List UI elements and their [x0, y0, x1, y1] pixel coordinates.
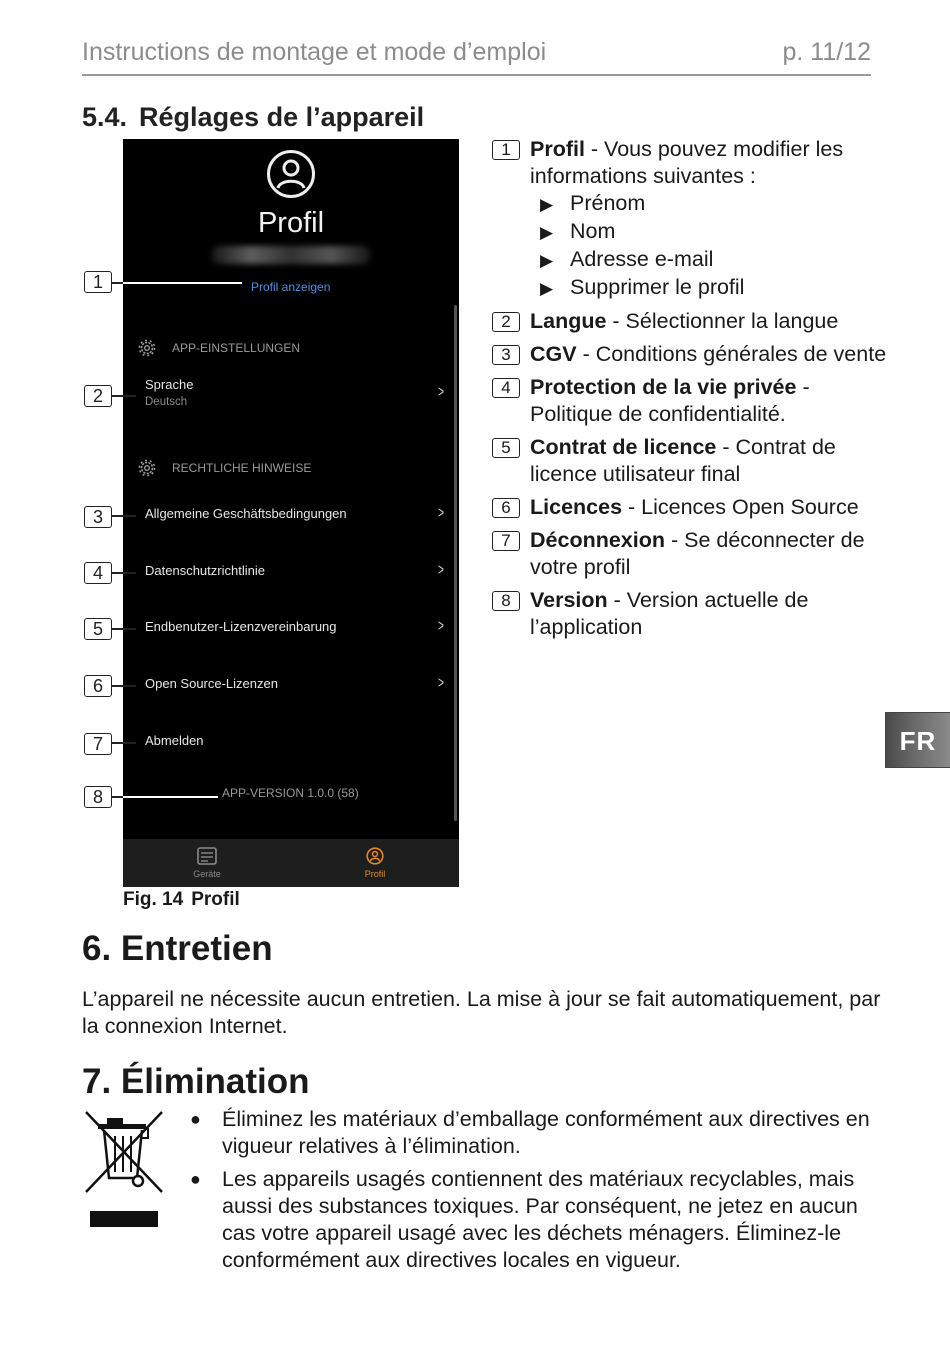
app-settings-label: APP-EINSTELLUNGEN: [172, 341, 301, 355]
legend-subitem: [540, 190, 892, 218]
callout-8: 8: [84, 786, 112, 808]
callout-line: [112, 395, 136, 397]
callout-line: [112, 282, 123, 284]
callout-line: [112, 572, 136, 574]
page-number: p. 11/12: [782, 38, 871, 66]
legend-term: Protection de la vie privée: [530, 375, 797, 399]
bullet-dot-icon: ●: [190, 1109, 201, 1129]
scrollbar[interactable]: [454, 305, 457, 821]
figure-title: Profil: [191, 889, 240, 910]
legend-desc: - Se déconnecter de votre profil: [530, 528, 865, 579]
callout-6: 6: [84, 675, 112, 697]
profile-icon: [366, 847, 384, 865]
legend-desc: - Politique de confidentialité.: [530, 375, 810, 426]
legend-term: Version: [530, 588, 608, 612]
legend-item: [492, 136, 892, 302]
legend-sublist: [530, 190, 892, 302]
callout-2: 2: [84, 385, 112, 407]
gear-icon: [138, 339, 156, 357]
triangle-bullet-icon: ▶: [540, 279, 554, 298]
menu-item-open-source[interactable]: Open Source-Lizenzen: [145, 676, 278, 691]
callout-line: [123, 796, 218, 798]
menu-item-terms[interactable]: Allgemeine Geschäftsbedingungen: [145, 506, 347, 521]
disposal-item: [188, 1106, 878, 1160]
tab-profile[interactable]: [325, 847, 425, 879]
legend-subitem: [540, 218, 892, 246]
callout-4: 4: [84, 562, 112, 584]
legend-number: 1: [492, 140, 520, 160]
language-item-label[interactable]: Sprache: [145, 377, 194, 392]
menu-item-privacy[interactable]: Datenschutzrichtlinie: [145, 563, 265, 578]
legend-number: 2: [492, 312, 520, 332]
legend-number: 5: [492, 438, 520, 458]
section-heading-7: 7. Élimination: [82, 1062, 310, 1101]
legend-desc: - Sélectionner la langue: [606, 309, 839, 333]
callout-line: [123, 282, 242, 284]
devices-icon: [197, 847, 217, 865]
tab-devices-label: Geräte: [193, 869, 221, 879]
legend-desc: - Version actuelle de l’application: [530, 588, 809, 639]
language-item-value: Deutsch: [145, 396, 188, 408]
legend-subitem: [540, 246, 892, 274]
legend-subitem-text: Prénom: [570, 191, 646, 215]
legend-number: 3: [492, 345, 520, 365]
section-number: 5.4.: [82, 102, 128, 132]
callout-1: 1: [84, 271, 112, 293]
legend-item: [492, 341, 892, 368]
legend-subitem-text: Nom: [570, 219, 616, 243]
figure-caption: [123, 889, 240, 911]
gear-icon: [138, 459, 156, 477]
bullet-dot-icon: ●: [190, 1169, 201, 1189]
triangle-bullet-icon: ▶: [540, 223, 554, 242]
app-screenshot: [123, 139, 459, 887]
callout-5: 5: [84, 618, 112, 640]
disposal-list: [188, 1106, 878, 1280]
legend-term: Licences: [530, 495, 623, 519]
callout-7: 7: [84, 733, 112, 755]
document-title: Instructions de montage et mode d’emploi: [82, 38, 547, 66]
legend-term: Contrat de licence: [530, 435, 717, 459]
maintenance-text: L’appareil ne nécessite aucun entretien. La mise à jour se fait automatiquement, par la connexion Internet.: [82, 987, 881, 1038]
menu-item-eula[interactable]: Endbenutzer-Lizenzvereinbarung: [145, 619, 337, 634]
section-heading-5-4: [82, 102, 424, 133]
legend-desc: - Licences Open Source: [622, 495, 859, 519]
legend-desc: - Conditions générales de vente: [576, 342, 887, 366]
app-settings-header: [138, 339, 300, 357]
legend-number: 4: [492, 378, 520, 398]
tab-devices[interactable]: [157, 847, 257, 879]
legend-item: [492, 434, 892, 488]
legend-list: [492, 136, 892, 647]
disposal-item-text: Éliminez les matériaux d’emballage conformément aux directives en vigueur relatives à l’élimination.: [222, 1107, 870, 1158]
callout-3: 3: [84, 506, 112, 528]
legend-number: 7: [492, 531, 520, 551]
language-tab: FR: [885, 712, 950, 768]
chevron-right-icon[interactable]: >: [437, 673, 444, 692]
app-version: APP-VERSION 1.0.0 (58): [222, 786, 359, 800]
legend-item: [492, 308, 892, 335]
tab-profile-label: Profil: [364, 869, 386, 879]
tab-bar: [123, 839, 459, 887]
legal-header: [138, 459, 311, 477]
show-profile-link[interactable]: Profil anzeigen: [251, 280, 331, 294]
legend-subitem-text: Supprimer le profil: [570, 275, 745, 299]
section-heading-6: 6. Entretien: [82, 929, 273, 968]
legal-label: RECHTLICHE HINWEISE: [172, 461, 312, 475]
legend-term: CGV: [530, 342, 577, 366]
disposal-item: [188, 1166, 878, 1274]
section-title: Réglages de l’appareil: [139, 102, 425, 132]
legend-item: [492, 374, 892, 428]
triangle-bullet-icon: ▶: [540, 251, 554, 270]
profile-title: Profil: [257, 207, 325, 239]
chevron-right-icon[interactable]: >: [437, 560, 444, 579]
legend-term: Profil: [530, 137, 585, 161]
legend-term: Déconnexion: [530, 528, 665, 552]
menu-item-logout[interactable]: Abmelden: [145, 733, 204, 748]
callout-line: [112, 515, 136, 517]
callout-line: [112, 742, 136, 744]
legend-item: [492, 527, 892, 581]
disposal-item-text: Les appareils usagés contiennent des matériaux recyclables, mais aussi des substances toxiques. Par conséquent, ne jetez en aucun cas votre appareil usagé avec les déchets ménagers. Éliminez-le conformément aux directives locales en vigueur.: [222, 1167, 858, 1272]
legend-number: 8: [492, 591, 520, 611]
crossed-out-bin-icon: [82, 1108, 166, 1230]
blurred-email: [211, 246, 371, 264]
chevron-right-icon[interactable]: >: [437, 503, 444, 522]
legend-desc: - Contrat de licence utilisateur final: [530, 435, 836, 486]
triangle-bullet-icon: ▶: [540, 195, 554, 214]
legend-item: [492, 587, 892, 641]
callout-line: [112, 685, 136, 687]
chevron-right-icon[interactable]: >: [437, 616, 444, 635]
legend-subitem-text: Adresse e-mail: [570, 247, 714, 271]
legend-number: 6: [492, 498, 520, 518]
figure-number: Fig. 14: [123, 889, 184, 910]
legend-subitem: [540, 274, 892, 302]
legend-desc: - Vous pouvez modifier les informations suivantes :: [530, 137, 844, 188]
callout-line: [112, 796, 123, 798]
callout-line: [112, 628, 136, 630]
legend-item: [492, 494, 892, 521]
profile-avatar-icon: [266, 149, 316, 199]
header-divider: [82, 74, 871, 76]
chevron-right-icon[interactable]: >: [437, 382, 444, 401]
legend-term: Langue: [530, 309, 607, 333]
